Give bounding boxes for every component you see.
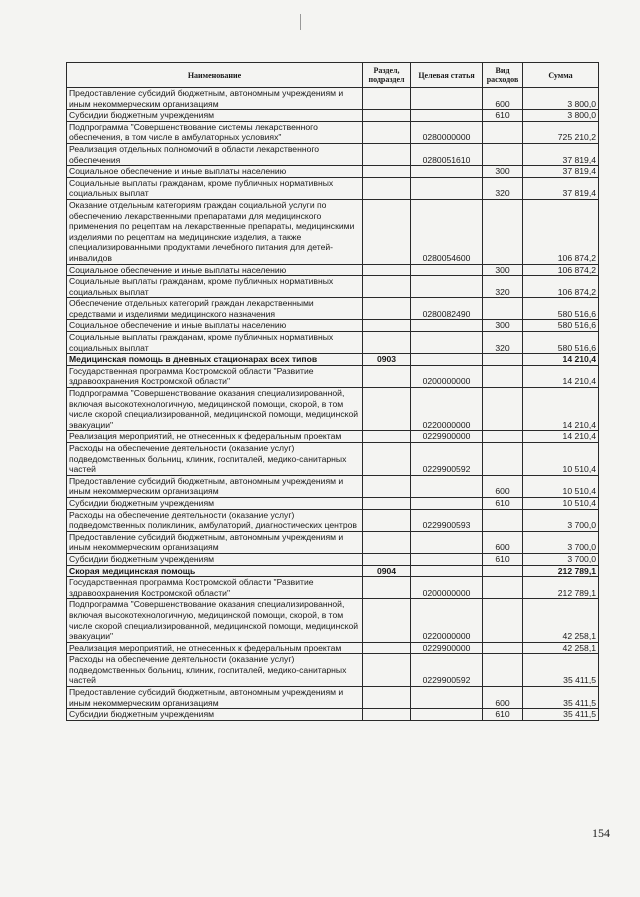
cell-section [363, 431, 411, 443]
cell-type: 320 [483, 332, 523, 354]
cell-type: 600 [483, 475, 523, 497]
cell-target: 0229900592 [411, 654, 483, 687]
cell-type: 610 [483, 110, 523, 122]
cell-section [363, 199, 411, 264]
cell-type [483, 354, 523, 366]
header-name: Наименование [67, 63, 363, 88]
cell-type [483, 642, 523, 654]
cell-name: Предоставление субсидий бюджетным, автономным учреждениям и иным некоммерческим организациям [67, 475, 363, 497]
cell-name: Субсидии бюджетным учреждениям [67, 553, 363, 565]
cell-name: Реализация отдельных полномочий в области лекарственного обеспечения [67, 143, 363, 165]
table-row [67, 687, 599, 709]
cell-type: 600 [483, 687, 523, 709]
cell-sum: 10 510,4 [523, 475, 599, 497]
table-row [67, 443, 599, 476]
table-row [67, 431, 599, 443]
cell-sum: 14 210,4 [523, 431, 599, 443]
table-row [67, 475, 599, 497]
cell-target: 0220000000 [411, 599, 483, 642]
table-row [67, 110, 599, 122]
cell-section [363, 709, 411, 721]
cell-sum: 10 510,4 [523, 497, 599, 509]
cell-sum: 35 411,5 [523, 654, 599, 687]
cell-type [483, 388, 523, 431]
table-row [67, 298, 599, 320]
cell-section [363, 642, 411, 654]
cell-name: Предоставление субсидий бюджетным, автономным учреждениям и иным некоммерческим организациям [67, 687, 363, 709]
page-number: 154 [592, 826, 610, 840]
cell-target [411, 475, 483, 497]
cell-sum: 3 700,0 [523, 553, 599, 565]
table-row [67, 509, 599, 531]
cell-name: Медицинская помощь в дневных стационарах всех типов [67, 354, 363, 366]
table-row [67, 577, 599, 599]
cell-target [411, 177, 483, 199]
cell-sum: 42 258,1 [523, 599, 599, 642]
cell-target [411, 565, 483, 577]
cell-target [411, 264, 483, 276]
cell-sum: 580 516,6 [523, 298, 599, 320]
budget-table [66, 62, 599, 721]
cell-sum: 14 210,4 [523, 354, 599, 366]
table-header-row [67, 63, 599, 88]
header-type: Вид расходов [483, 63, 523, 88]
table-body [67, 88, 599, 721]
cell-section [363, 443, 411, 476]
table-row [67, 565, 599, 577]
table-row [67, 320, 599, 332]
cell-sum: 14 210,4 [523, 365, 599, 387]
cell-sum: 212 789,1 [523, 577, 599, 599]
cell-target: 0200000000 [411, 577, 483, 599]
header-sum: Сумма [523, 63, 599, 88]
cell-sum: 10 510,4 [523, 443, 599, 476]
cell-name: Подпрограмма "Совершенствование системы лекарственного обеспечения, в том числе в амбулаторных условиях" [67, 121, 363, 143]
cell-sum: 42 258,1 [523, 642, 599, 654]
cell-type [483, 599, 523, 642]
cell-sum: 37 819,4 [523, 143, 599, 165]
cell-sum: 35 411,5 [523, 687, 599, 709]
cell-target: 0200000000 [411, 365, 483, 387]
cell-type [483, 365, 523, 387]
cell-section [363, 497, 411, 509]
cell-target: 0229900000 [411, 642, 483, 654]
cell-section [363, 177, 411, 199]
cell-name: Расходы на обеспечение деятельности (оказание услуг) подведомственных больниц, клиник, госпиталей, медико-санитарных частей [67, 443, 363, 476]
cell-type [483, 443, 523, 476]
cell-target [411, 497, 483, 509]
cell-section [363, 298, 411, 320]
cell-section [363, 687, 411, 709]
cell-sum: 3 800,0 [523, 110, 599, 122]
cell-type: 320 [483, 276, 523, 298]
cell-name: Реализация мероприятий, не отнесенных к федеральным проектам [67, 431, 363, 443]
cell-name: Реализация мероприятий, не отнесенных к федеральным проектам [67, 642, 363, 654]
table-row [67, 531, 599, 553]
cell-target: 0280051610 [411, 143, 483, 165]
table-row [67, 276, 599, 298]
cell-section [363, 654, 411, 687]
cell-type [483, 565, 523, 577]
cell-section [363, 365, 411, 387]
cell-sum: 106 874,2 [523, 264, 599, 276]
table-row [67, 709, 599, 721]
cell-name: Социальные выплаты гражданам, кроме публичных нормативных социальных выплат [67, 177, 363, 199]
cell-name: Подпрограмма "Совершенствование оказания специализированной, включая высокотехнологичную, медицинской помощи, скорой, в том числе скорой специализированной, медицинской помощи, медицинской эвакуации" [67, 599, 363, 642]
cell-name: Оказание отдельным категориям граждан социальной услуги по обеспечению лекарственными препаратами для медицинского применения по рецептам на лекарственные препараты, медицинскими изделиями по рецептам на медицинские изделия, а также специализированными продуктами лечебного питания для детей-инвалидов [67, 199, 363, 264]
cell-name: Обеспечение отдельных категорий граждан лекарственными средствами и изделиями медицинского назначения [67, 298, 363, 320]
cell-name: Социальные выплаты гражданам, кроме публичных нормативных социальных выплат [67, 332, 363, 354]
cell-name: Предоставление субсидий бюджетным, автономным учреждениям и иным некоммерческим организациям [67, 88, 363, 110]
cell-section [363, 577, 411, 599]
cell-section [363, 110, 411, 122]
table-row [67, 177, 599, 199]
cell-type [483, 143, 523, 165]
cell-type [483, 577, 523, 599]
cell-type [483, 199, 523, 264]
cell-section [363, 320, 411, 332]
cell-type [483, 509, 523, 531]
table-row [67, 654, 599, 687]
cell-target [411, 709, 483, 721]
cell-type [483, 431, 523, 443]
table-row [67, 166, 599, 178]
cell-name: Социальные выплаты гражданам, кроме публичных нормативных социальных выплат [67, 276, 363, 298]
cell-target: 0280000000 [411, 121, 483, 143]
scan-mark [300, 14, 301, 30]
cell-section [363, 332, 411, 354]
cell-sum: 580 516,6 [523, 320, 599, 332]
cell-sum: 212 789,1 [523, 565, 599, 577]
cell-section [363, 599, 411, 642]
cell-type: 300 [483, 320, 523, 332]
cell-sum: 14 210,4 [523, 388, 599, 431]
cell-name: Субсидии бюджетным учреждениям [67, 709, 363, 721]
cell-type [483, 654, 523, 687]
table-row [67, 497, 599, 509]
cell-name: Субсидии бюджетным учреждениям [67, 497, 363, 509]
table-row [67, 599, 599, 642]
cell-section [363, 509, 411, 531]
cell-type: 600 [483, 531, 523, 553]
cell-target: 0280082490 [411, 298, 483, 320]
cell-name: Социальное обеспечение и иные выплаты населению [67, 264, 363, 276]
cell-target: 0220000000 [411, 388, 483, 431]
cell-name: Расходы на обеспечение деятельности (оказание услуг) подведомственных больниц, клиник, госпиталей, медико-санитарных частей [67, 654, 363, 687]
table-row [67, 365, 599, 387]
cell-section [363, 264, 411, 276]
table-row [67, 264, 599, 276]
cell-section [363, 121, 411, 143]
cell-target: 0229900593 [411, 509, 483, 531]
cell-name: Субсидии бюджетным учреждениям [67, 110, 363, 122]
cell-name: Скорая медицинская помощь [67, 565, 363, 577]
table-row [67, 121, 599, 143]
header-section: Раздел, подраздел [363, 63, 411, 88]
cell-section: 0903 [363, 354, 411, 366]
cell-target: 0229900592 [411, 443, 483, 476]
cell-target [411, 531, 483, 553]
cell-target [411, 166, 483, 178]
cell-sum: 37 819,4 [523, 177, 599, 199]
cell-target [411, 110, 483, 122]
cell-section [363, 531, 411, 553]
table-row [67, 199, 599, 264]
cell-name: Государственная программа Костромской области "Развитие здравоохранения Костромской области" [67, 365, 363, 387]
cell-section [363, 475, 411, 497]
cell-name: Социальное обеспечение и иные выплаты населению [67, 166, 363, 178]
cell-sum: 580 516,6 [523, 332, 599, 354]
cell-target: 0229900000 [411, 431, 483, 443]
cell-section [363, 388, 411, 431]
cell-target [411, 88, 483, 110]
cell-sum: 106 874,2 [523, 199, 599, 264]
cell-section [363, 553, 411, 565]
cell-type: 300 [483, 166, 523, 178]
table-row [67, 354, 599, 366]
cell-sum: 725 210,2 [523, 121, 599, 143]
cell-target [411, 553, 483, 565]
cell-target [411, 687, 483, 709]
cell-name: Государственная программа Костромской области "Развитие здравоохранения Костромской области" [67, 577, 363, 599]
table-row [67, 88, 599, 110]
cell-name: Подпрограмма "Совершенствование оказания специализированной, включая высокотехнологичную, медицинской помощи, скорой, в том числе скорой специализированной, медицинской помощи, медицинской эвакуации" [67, 388, 363, 431]
table-row [67, 143, 599, 165]
cell-type: 320 [483, 177, 523, 199]
cell-name: Социальное обеспечение и иные выплаты населению [67, 320, 363, 332]
cell-section [363, 166, 411, 178]
cell-sum: 3 700,0 [523, 531, 599, 553]
cell-type: 610 [483, 709, 523, 721]
cell-target: 0280054600 [411, 199, 483, 264]
cell-sum: 106 874,2 [523, 276, 599, 298]
cell-section [363, 276, 411, 298]
table-row [67, 332, 599, 354]
header-target: Целевая статья [411, 63, 483, 88]
cell-type: 610 [483, 497, 523, 509]
cell-type [483, 121, 523, 143]
cell-section: 0904 [363, 565, 411, 577]
table-row [67, 642, 599, 654]
cell-sum: 3 700,0 [523, 509, 599, 531]
cell-target [411, 320, 483, 332]
cell-type: 300 [483, 264, 523, 276]
cell-sum: 37 819,4 [523, 166, 599, 178]
table-row [67, 388, 599, 431]
cell-name: Предоставление субсидий бюджетным, автономным учреждениям и иным некоммерческим организациям [67, 531, 363, 553]
cell-type: 610 [483, 553, 523, 565]
cell-target [411, 332, 483, 354]
cell-sum: 35 411,5 [523, 709, 599, 721]
cell-section [363, 88, 411, 110]
cell-type: 600 [483, 88, 523, 110]
cell-name: Расходы на обеспечение деятельности (оказание услуг) подведомственных поликлиник, амбулаторий, диагностических центров [67, 509, 363, 531]
table-row [67, 553, 599, 565]
cell-target [411, 276, 483, 298]
cell-sum: 3 800,0 [523, 88, 599, 110]
cell-target [411, 354, 483, 366]
cell-section [363, 143, 411, 165]
cell-type [483, 298, 523, 320]
